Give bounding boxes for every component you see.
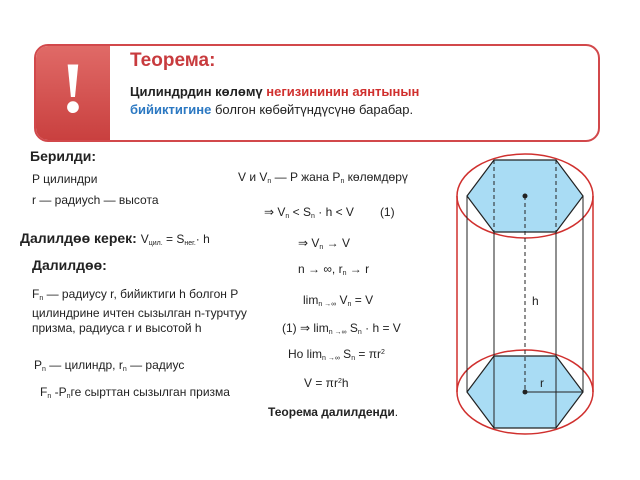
m1-sub-1: n: [267, 178, 272, 185]
m1-sub-2: n: [340, 178, 345, 185]
pn-description-text-2: — радиус: [126, 358, 185, 372]
m8a: V = πr: [304, 376, 338, 390]
to-prove-eq: = S: [162, 232, 185, 246]
m5-limsub: n →∞: [318, 301, 337, 308]
radius-label: r: [540, 376, 544, 390]
m1b: — P жана P: [271, 170, 341, 184]
theorem-highlight-blue: бийиктигине: [130, 102, 212, 117]
given-heading: Берилди:: [30, 148, 97, 164]
theorem-highlight-red: негизининин аянтынын: [266, 84, 420, 99]
conclusion-text: Теорема далилденди: [268, 405, 395, 419]
rn-sub: n: [122, 366, 127, 373]
m6c: · h = V: [361, 321, 401, 335]
m5b: V: [336, 293, 348, 307]
m7-sup: 2: [381, 349, 385, 356]
given-radius-height: r — радиусh — высота: [32, 193, 159, 207]
m3-sub: n: [319, 244, 324, 251]
m2-sub-1: n: [285, 213, 290, 220]
fn-prism-text: -P: [54, 385, 67, 399]
m1a: V и V: [238, 170, 268, 184]
m5a: lim: [303, 293, 319, 307]
fn-prism-sub-2: n: [66, 393, 71, 400]
proof-pn-description: $P_n$ — цилиндр, $r_n$ — радиус: [34, 358, 185, 373]
to-prove-v-sub: цил.: [148, 240, 163, 247]
m7-limsub: n →∞: [322, 355, 340, 362]
proof-heading: Далилдөө:: [32, 257, 107, 273]
fn-prism-sub: n: [47, 393, 52, 400]
m4b: → r: [346, 262, 370, 276]
m6b: S: [346, 321, 358, 335]
m2-sub-2: n: [311, 213, 315, 220]
conclusion-dot: .: [394, 405, 399, 419]
given-cylinder: P цилиндри: [32, 172, 98, 186]
proof-fn-prism: $F_n$ $-P_nге$ сырттан сызылган призма: [40, 385, 230, 400]
theorem-text-b: болгон көбөйтүндүсүнө барабар.: [211, 102, 414, 117]
m5-sub: n: [347, 301, 352, 308]
m5c: = V: [351, 293, 374, 307]
m6-limsub: n →∞: [328, 329, 347, 336]
m6a: (1) ⇒ lim: [282, 321, 329, 335]
theorem-text-a: Цилиндрдин көлөмү: [130, 84, 267, 99]
m1c: көлөмдөрү: [344, 170, 408, 184]
m2b: < S: [289, 205, 311, 219]
pn-sub: n: [42, 366, 46, 373]
fn-prism-text-2: ге сырттан сызылган призма: [70, 385, 230, 399]
top-center-point: [523, 194, 528, 199]
exclamation-icon: !: [36, 46, 110, 140]
m3b: → V: [323, 236, 350, 250]
m3a: ⇒ V: [298, 236, 320, 250]
m7-sub: n: [351, 355, 356, 362]
m7b: S: [339, 347, 352, 361]
theorem-title: Теорема:: [130, 50, 216, 71]
m6-sub: n: [357, 329, 362, 336]
to-prove-s-sub: нег.: [184, 240, 196, 247]
m2c: · h < V: [314, 205, 354, 219]
fn-sub: n: [39, 295, 44, 302]
to-prove-tail: · h: [195, 232, 210, 246]
pn-description-text: — цилиндр, r: [49, 358, 123, 372]
m4a: n → ∞, r: [298, 262, 343, 276]
m7c: = πr: [355, 347, 382, 361]
m7a: Но lim: [288, 347, 323, 361]
height-label: h: [532, 294, 539, 308]
to-prove-label: Далилдөө керек:: [20, 230, 141, 246]
m8-sup: 2: [337, 378, 342, 385]
m8b: h: [341, 376, 349, 390]
m2a: ⇒ V: [264, 205, 286, 219]
bottom-center-point: [523, 390, 528, 395]
proof-fn-description: $F_n$ — радиусу r, бийиктиги h болгон P цилиндрине ичтен сызылган n-турчтуу призма, радиуса r и высотой h: [32, 287, 247, 335]
m4-sub: n: [342, 270, 347, 277]
to-prove-v: V: [140, 232, 149, 246]
fn-description-text: — радиусу r, бийиктиги h болгон P цилиндрине ичтен сызылган n-турчтуу призма, радиуса r и высотой h: [32, 287, 247, 335]
m2d: (1): [379, 205, 395, 219]
